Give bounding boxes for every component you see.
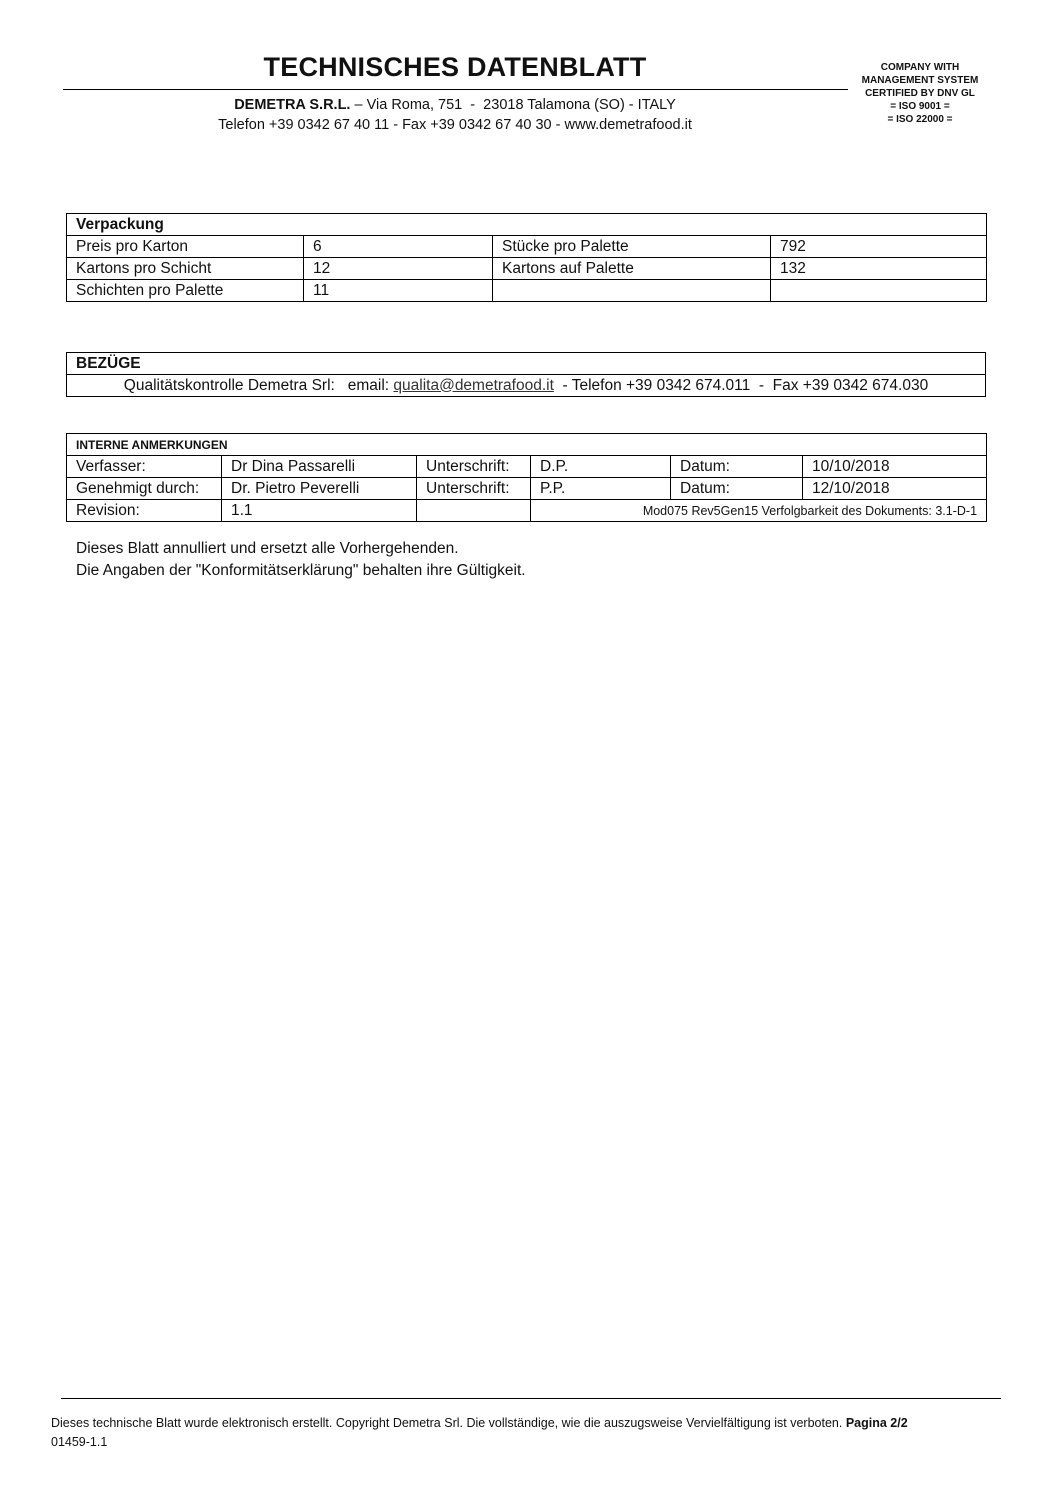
traceability-code: Mod075 Rev5Gen15 Verfolgbarkeit des Dokuments: 3.1-D-1 xyxy=(531,500,987,522)
table-cell xyxy=(771,280,987,302)
cert-line: = ISO 9001 = xyxy=(890,101,950,112)
note-line: Die Angaben der "Konformitätserklärung" behalten ihre Gültigkeit. xyxy=(76,562,526,579)
table-cell: 12 xyxy=(304,258,493,280)
table-cell: Preis pro Karton xyxy=(67,236,304,258)
table-row xyxy=(67,500,987,522)
cert-line: CERTIFIED BY DNV GL xyxy=(865,88,975,99)
table-row xyxy=(67,456,987,478)
table-cell: 11 xyxy=(304,280,493,302)
table-cell: Unterschrift: xyxy=(417,456,531,478)
table-cell: Kartons pro Schicht xyxy=(67,258,304,280)
references-heading: BEZÜGE xyxy=(67,353,986,375)
table-cell: Datum: xyxy=(671,478,803,500)
table-row xyxy=(67,280,987,302)
table-cell: 792 xyxy=(771,236,987,258)
table-cell: Datum: xyxy=(671,456,803,478)
table-row xyxy=(67,258,987,280)
email-link[interactable]: qualita@demetrafood.it xyxy=(393,376,554,394)
table-row xyxy=(67,236,987,258)
footer-divider xyxy=(61,1398,1001,1399)
cert-line: MANAGEMENT SYSTEM xyxy=(861,75,979,86)
quality-contact xyxy=(67,375,986,397)
footer-copyright xyxy=(51,1416,908,1430)
cert-line: = ISO 22000 = xyxy=(887,114,953,125)
table-cell: 12/10/2018 xyxy=(803,478,987,500)
company-address xyxy=(100,97,810,113)
document-title: TECHNISCHES DATENBLATT xyxy=(263,52,647,82)
table-cell xyxy=(417,500,531,522)
company-street: – Via Roma, 751 - 23018 Talamona (SO) - ITALY xyxy=(350,97,676,113)
cert-line: COMPANY WITH xyxy=(880,62,960,73)
table-cell: Dr Dina Passarelli xyxy=(222,456,417,478)
table-cell: P.P. xyxy=(531,478,671,500)
footer-text: Dieses technische Blatt wurde elektronisch erstellt. Copyright Demetra Srl. Die vollständige, wie die auszugsweise Vervielfältigung ist verboten. xyxy=(51,1416,846,1430)
internal-notes-heading: INTERNE ANMERKUNGEN xyxy=(67,434,987,456)
references-table xyxy=(66,352,986,397)
revision-label: Revision: xyxy=(67,500,222,522)
table-cell: Genehmigt durch: xyxy=(67,478,222,500)
table-cell: 10/10/2018 xyxy=(803,456,987,478)
table-cell: Kartons auf Palette xyxy=(493,258,771,280)
revision-value: 1.1 xyxy=(222,500,417,522)
table-cell: D.P. xyxy=(531,456,671,478)
company-contact: Telefon +39 0342 67 40 11 - Fax +39 0342 67 40 30 - www.demetrafood.it xyxy=(218,117,692,133)
table-cell: Dr. Pietro Peverelli xyxy=(222,478,417,500)
page-number: Pagina 2/2 xyxy=(845,1416,908,1430)
quality-contact-label: Qualitätskontrolle Demetra Srl: email: xyxy=(123,376,394,394)
table-cell: 132 xyxy=(771,258,987,280)
certification-block xyxy=(850,61,990,126)
packaging-table xyxy=(66,213,987,302)
table-cell: Verfasser: xyxy=(67,456,222,478)
table-row xyxy=(67,478,987,500)
table-cell: Stücke pro Palette xyxy=(493,236,771,258)
document-code: 01459-1.1 xyxy=(51,1435,108,1449)
note-line: Dieses Blatt annulliert und ersetzt alle Vorhergehenden. xyxy=(76,540,459,557)
packaging-heading: Verpackung xyxy=(67,214,987,236)
internal-notes-table xyxy=(66,433,987,522)
table-row xyxy=(67,375,986,397)
table-cell xyxy=(493,280,771,302)
company-name: DEMETRA S.R.L. xyxy=(234,97,351,113)
table-cell: Schichten pro Palette xyxy=(67,280,304,302)
table-cell: Unterschrift: xyxy=(417,478,531,500)
title-divider xyxy=(63,89,848,90)
quality-contact-phone: - Telefon +39 0342 674.011 - Fax +39 0342 674.030 xyxy=(553,376,929,394)
table-cell: 6 xyxy=(304,236,493,258)
